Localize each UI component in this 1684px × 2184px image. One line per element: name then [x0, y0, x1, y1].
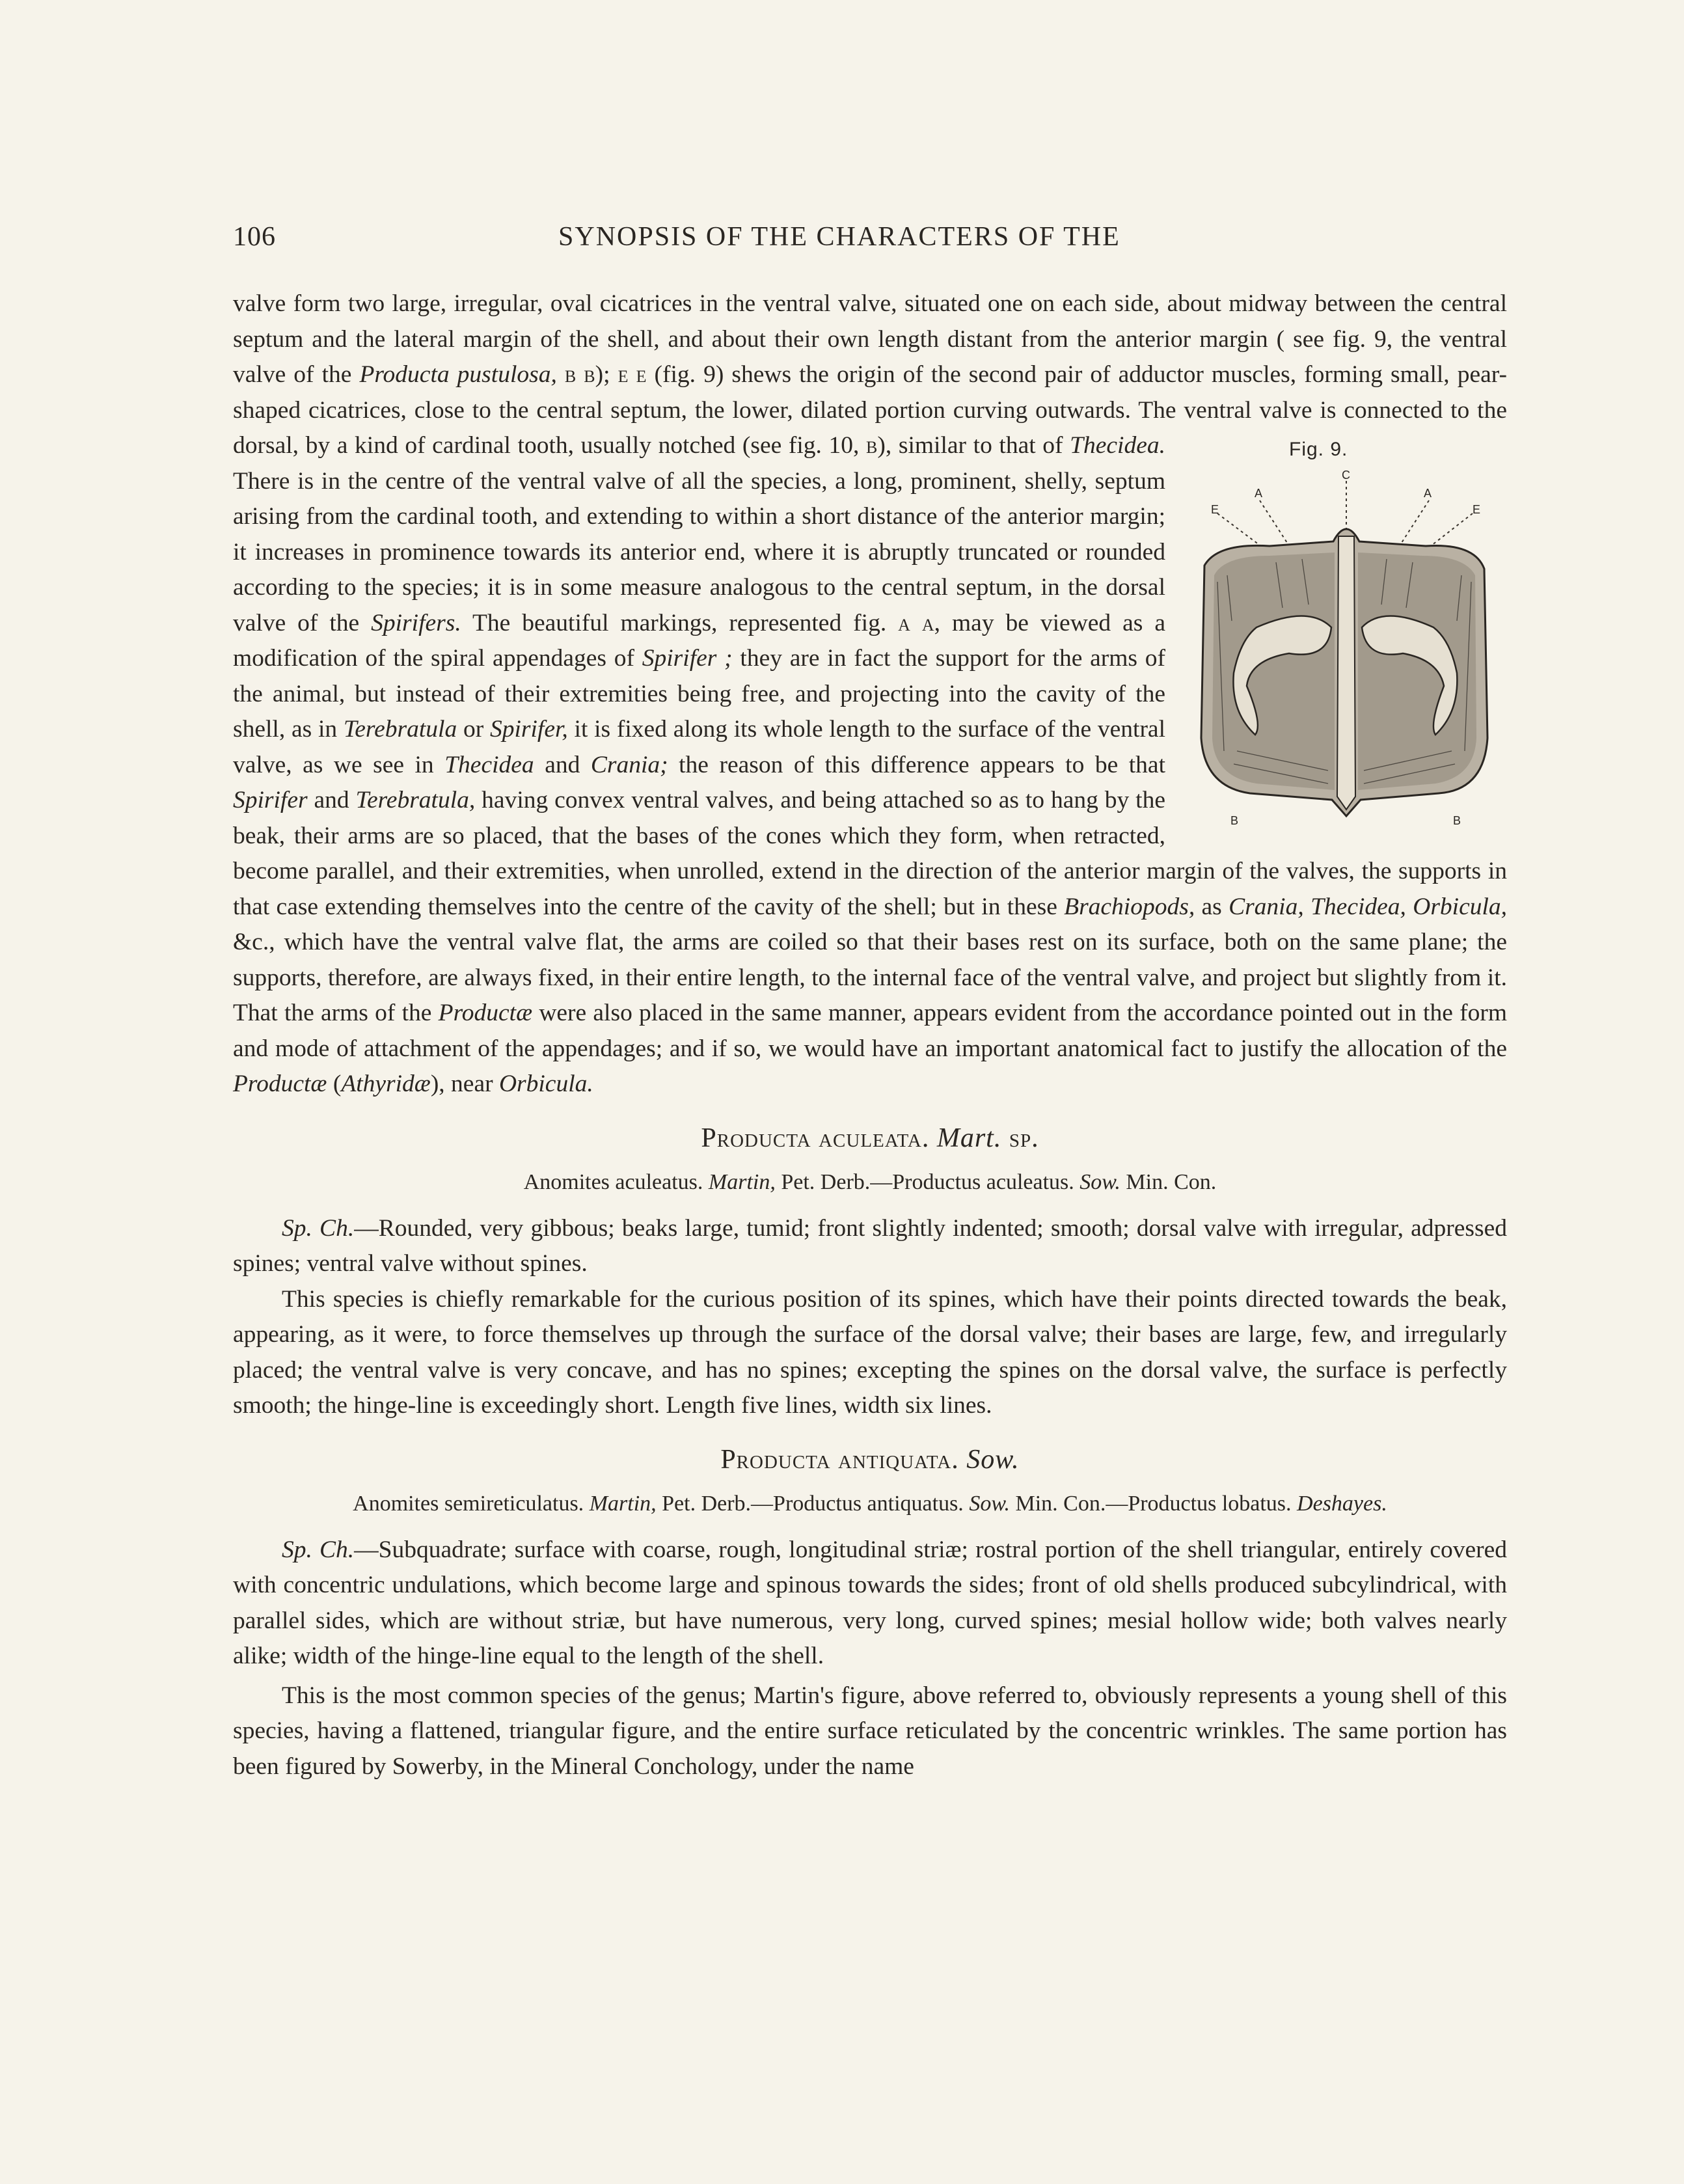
author-name: Martin, [589, 1492, 657, 1516]
species-author: Sow. [966, 1444, 1020, 1475]
text-run [557, 361, 565, 388]
text-run: as [1195, 893, 1229, 920]
genus-name: Terebratula, [355, 787, 476, 813]
genus-name: Spirifers. [371, 609, 461, 636]
description-antiquata: This is the most common species of the genus; Martin's figure, above referred to, obviously represents a young shell of this species, having a flattened, triangular figure, and the entire surface reticulated by the concentric wrinkles. The same portion has been figured by Sowerby, in the Mineral Conchology, under the name [233, 1682, 1507, 1780]
text-run: Pet. Derb.—Productus antiquatus. [656, 1492, 970, 1516]
text-run: —Subquadrate; surface with coarse, rough, longitudinal striæ; rostral portion of the shell triangular, entirely covered with concentric undulations, which become large and spinous towards the sides; front of old shells produced subcylindrical, with parallel sides, which are without striæ, but have numerous, very long, curved spines; mesial hollow wide; both valves nearly alike; width of the hinge-line equal to the length of the shell. [233, 1536, 1507, 1669]
text-run: (fig. 9) shews the origin of the second pair of adductor muscles, forming small, pear-shaped cicatrices, close to the central septum, the lower, dilated portion curving outwards. The ventral valve is connected to the dorsal, by a kind of cardinal tooth, usually notched (see fig. 10, [233, 361, 1507, 459]
text-run: ), similar to that of [877, 432, 1070, 459]
synonymy-antiquata [233, 1486, 1507, 1522]
genus-name: Thecidea, [1311, 893, 1406, 920]
shell-illustration [1178, 465, 1504, 826]
text-run: and [307, 787, 356, 813]
species-title: Producta aculeata. [701, 1123, 930, 1153]
paragraph-continued [233, 286, 1507, 1102]
text-run [1304, 894, 1311, 920]
letter-e-right: E [1473, 503, 1481, 516]
text-run: valve form two large, irregular, oval cicatrices in the ventral valve, situated one on each side, about midway between the central septum and the lateral margin of the shell, and about their own length distant from the anterior margin ( see fig. 9, the ventral valve of the [233, 290, 1507, 388]
letter-c: C [1342, 469, 1350, 482]
letter-b-right: B [1453, 814, 1461, 826]
page-number: 106 [233, 222, 276, 252]
figure-letter-ref: b b [564, 361, 595, 388]
text-run: Min. Con. [1120, 1170, 1217, 1194]
text-run: ( [327, 1071, 342, 1097]
text-run: &c., which have the ventral valve flat, the arms are coiled so that their bases rest on its surface, both on the same plane; the supports, therefore, are always fixed, in their entire length, to the internal face of the ventral valve, and project but slightly from it. That the arms of the [233, 929, 1507, 1026]
genus-name: Athyridæ [341, 1071, 431, 1097]
letter-e-left: E [1211, 503, 1219, 516]
genus-name: Terebratula [343, 716, 457, 743]
genus-name: Thecidea [444, 751, 534, 778]
synonymy-aculeata [233, 1165, 1507, 1201]
author-name: Deshayes. [1297, 1492, 1387, 1516]
text-run: Min. Con.—Productus lobatus. [1009, 1492, 1297, 1516]
text-run: having convex ventral valves, and being attached so as to hang by the beak, their arms are so placed, that the bases of the cones which they form, when retracted, become parallel, and their extremities, when unrolled, extend in the direction of the anterior margin of the valves, the supports in that case extending themselves into the centre of the cavity of the shell; but in these [233, 787, 1507, 920]
figure-letter-ref: e e [618, 361, 647, 388]
description-aculeata: This species is chiefly remarkable for the curious position of its spines, which have their points directed towards the beak, appearing, as it were, to force themselves up through the surface of the dorsal valve; their bases are large, few, and irregularly placed; the ventral valve is very concave, and has no spines; excepting the spines on the dorsal valve, the surface is perfectly smooth; the hinge-line is exceedingly short. Length five lines, width six lines. [233, 1285, 1507, 1419]
spch-label: Sp. Ch. [282, 1214, 355, 1242]
genus-name: Crania; [590, 751, 668, 778]
text-run: , may be viewed as a modification of the spiral appendages of [233, 609, 1165, 672]
letter-b-left: B [1230, 814, 1239, 826]
genus-name: Orbicula, [1413, 893, 1508, 920]
species-heading-antiquata [233, 1442, 1507, 1478]
species-sp: sp. [1009, 1123, 1039, 1153]
genus-name: Productæ [438, 1000, 533, 1026]
running-title: SYNOPSIS OF THE CHARACTERS OF THE [558, 222, 1120, 252]
genus-name: Spirifer ; [642, 645, 733, 672]
species-name: Producta pustulosa, [359, 361, 557, 388]
text-run: ); [595, 361, 618, 388]
figure-label: Fig. 9. [1289, 439, 1348, 460]
text-run [1406, 894, 1413, 920]
text-run: ), near [430, 1071, 499, 1097]
text-run: they are in fact the support for the arms of the animal, but instead of their extremities being free, and projecting into the cavity of the shell, as in [233, 645, 1166, 743]
page-body [233, 286, 1507, 1784]
text-run: Pet. Derb.—Productus aculeatus. [775, 1170, 1080, 1194]
letter-a-left: A [1255, 487, 1263, 500]
species-author: Mart. [936, 1123, 1002, 1153]
text-run: Anomites semireticulatus. [353, 1492, 590, 1516]
author-name: Sow. [1080, 1170, 1120, 1194]
text-run: —Rounded, very gibbous; beaks large, tumid; front slightly indented; smooth; dorsal valve with irregular, adpressed spines; ventral valve without spines. [233, 1214, 1507, 1277]
specific-characters-aculeata [233, 1211, 1507, 1282]
figure-9 [1178, 432, 1507, 826]
text-run: it is fixed along its whole length to the surface of the ventral valve, as we see in [233, 716, 1165, 778]
spch-label: Sp. Ch. [282, 1536, 355, 1563]
species-title: Producta antiquata. [720, 1444, 959, 1475]
genus-name: Spirifer, [489, 716, 568, 743]
genus-name: Productæ [233, 1071, 327, 1097]
text-run: or [457, 716, 490, 743]
author-name: Sow. [969, 1492, 1010, 1516]
text-run: The beautiful markings, represented fig. [461, 609, 899, 636]
figure-letter-ref: a a [898, 609, 934, 636]
taxon-name: Brachiopods, [1064, 893, 1195, 920]
text-run: and [534, 751, 591, 778]
figure-letter-ref: b [866, 432, 878, 459]
genus-name: Thecidea. [1070, 432, 1165, 459]
running-header [233, 221, 1502, 267]
genus-name: Orbicula. [498, 1071, 593, 1097]
text-run: Anomites aculeatus. [523, 1170, 709, 1194]
text-run: There is in the centre of the ventral valve of all the species, a long, prominent, shelly, septum arising from the cardinal tooth, and extending to within a short distance of the anterior margin; it increases in prominence towards its anterior end, where it is abruptly truncated or rounded according to the species; it is in some measure analogous to the central septum, in the dorsal valve of the [233, 467, 1165, 636]
genus-name: Crania, [1229, 893, 1304, 920]
genus-name: Spirifer [233, 787, 308, 813]
species-heading-aculeata [233, 1121, 1507, 1156]
author-name: Martin, [708, 1170, 776, 1194]
text-run: were also placed in the same manner, appears evident from the accordance pointed out in the form and mode of attachment of the appendages; and if so, we would have an important anatomical fact to justify the allocation of the [233, 1000, 1507, 1062]
text-run: the reason of this difference appears to be that [668, 751, 1165, 778]
specific-characters-antiquata [233, 1533, 1507, 1674]
letter-a-right: A [1424, 487, 1432, 500]
